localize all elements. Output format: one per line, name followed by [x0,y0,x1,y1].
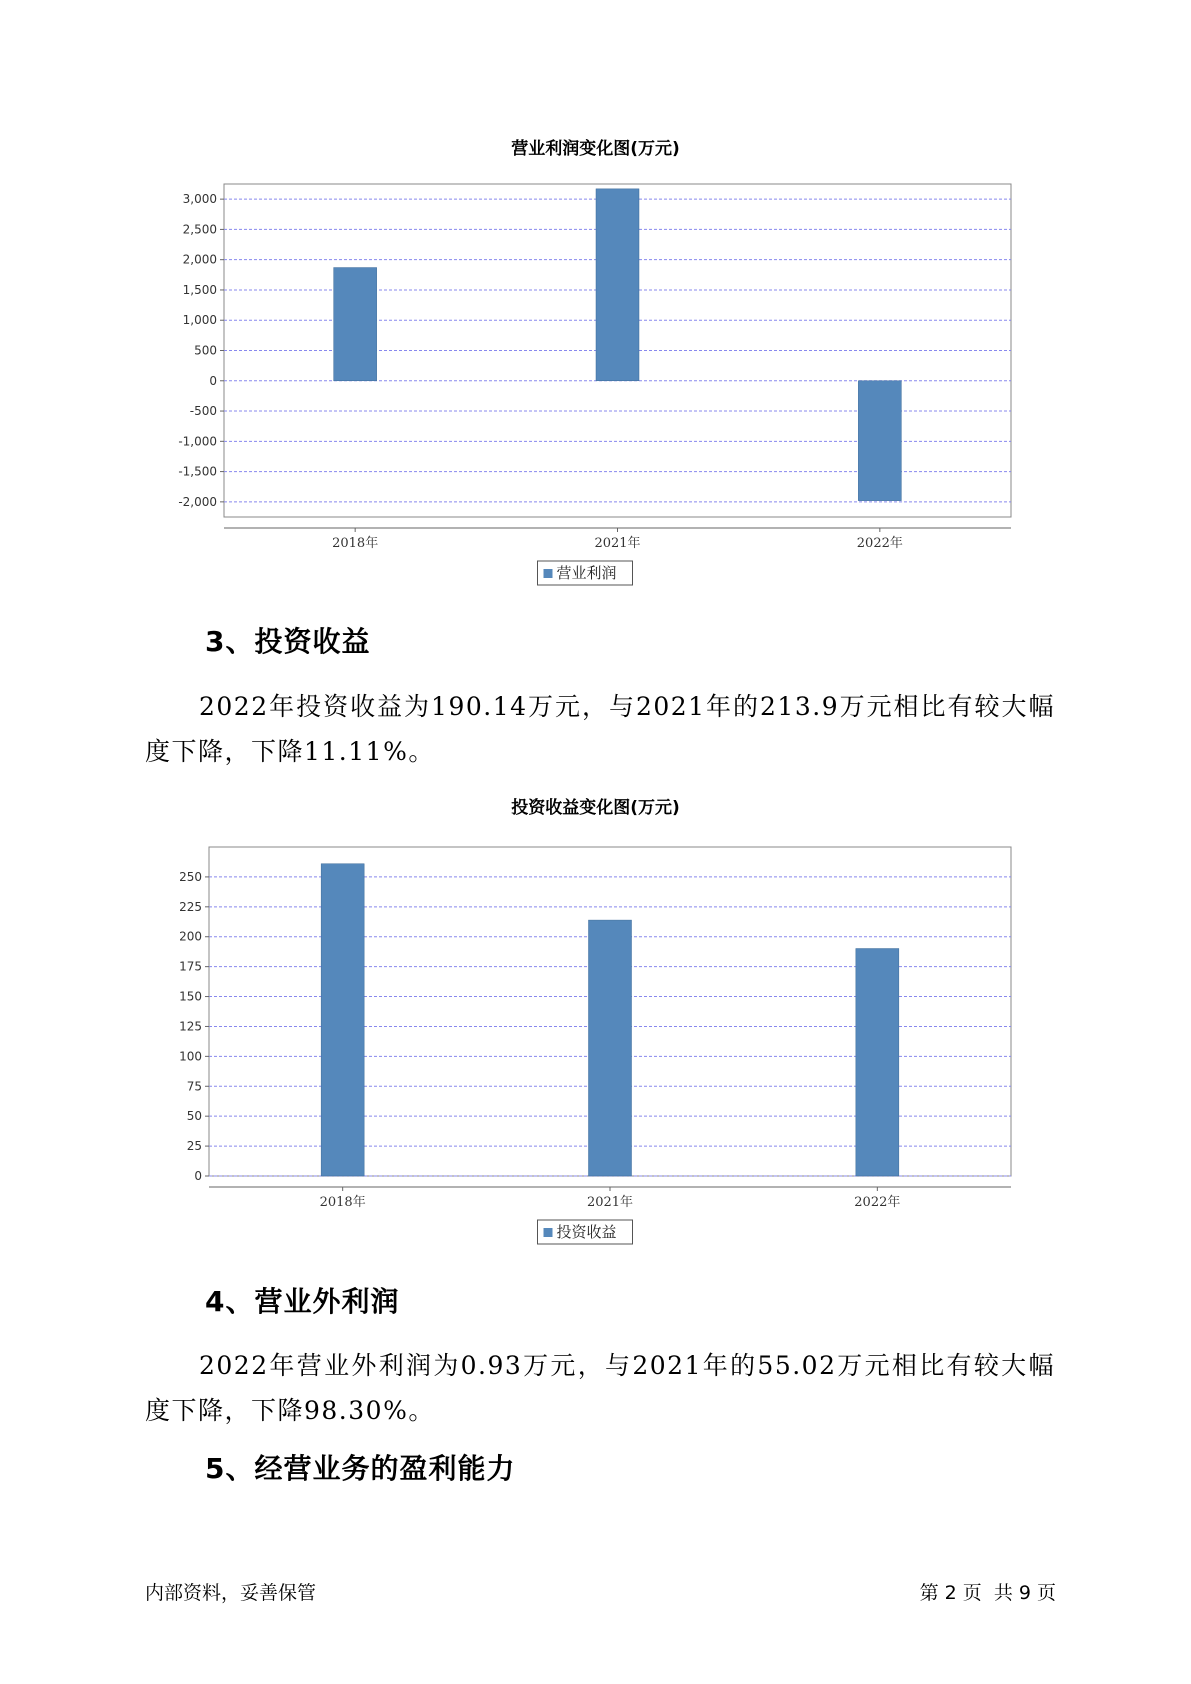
section-heading-operating-profitability: 5、经营业务的盈利能力 [205,1452,516,1485]
chart-title-investment-income: 投资收益变化图(万元) [511,798,680,818]
paragraph-non-operating-profit: 2022年营业外利润为0.93万元，与2021年的55.02万元相比有较大幅度下降，下降98.30%。 [145,1351,1055,1425]
y-tick-label: 1,500 [182,282,217,297]
section-heading-non-operating-profit: 4、营业外利润 [205,1285,400,1318]
bar [596,189,639,381]
y-tick-label: 3,000 [182,192,217,207]
y-tick-label: 175 [179,959,202,974]
bar [856,949,899,1176]
y-tick-label: 250 [179,869,202,884]
bar [321,864,364,1176]
y-tick-label: 2,000 [182,252,217,267]
y-tick-label: -500 [189,404,217,419]
legend-label: 营业利润 [556,564,617,582]
bar [858,381,901,501]
legend [538,1220,633,1244]
legend-label: 投资收益 [556,1223,617,1241]
x-tick-label: 2018年 [319,1195,366,1210]
y-tick-label: 75 [186,1079,202,1094]
section-heading-investment-income: 3、投资收益 [205,625,371,658]
bar [334,268,377,381]
x-tick-label: 2021年 [594,536,641,551]
y-tick-label: -2,000 [178,494,217,509]
y-tick-label: 0 [194,1169,202,1183]
y-tick-label: 100 [179,1049,202,1064]
footer-page-number: 第 2 页 共 9 页 [919,1582,1056,1604]
legend [538,561,633,585]
y-tick-label: 50 [186,1109,202,1124]
y-tick-label: 500 [194,343,217,358]
x-tick-label: 2022年 [856,536,903,551]
footer-confidential-note: 内部资料，妥善保管 [145,1582,317,1604]
legend-swatch [544,1228,553,1237]
y-tick-label: 0 [209,373,217,388]
y-tick-label: 1,000 [182,313,217,328]
y-tick-label: 25 [186,1139,202,1154]
operating-profit-chart [0,160,1191,580]
paragraph-investment-income: 2022年投资收益为190.14万元，与2021年的213.9万元相比有较大幅度下降，下降11.11%。 [145,692,1055,766]
bar [589,920,632,1176]
x-tick-label: 2018年 [332,536,379,551]
investment-income-chart [0,820,1191,1240]
x-tick-label: 2022年 [854,1195,901,1210]
y-tick-label: 225 [179,899,202,914]
y-tick-label: 2,500 [182,222,217,237]
y-tick-label: 150 [179,989,202,1004]
chart-title-operating-profit: 营业利润变化图(万元) [511,139,680,159]
y-tick-label: 200 [179,929,202,944]
legend-swatch [544,569,553,578]
x-tick-label: 2021年 [586,1195,634,1210]
y-tick-label: 125 [179,1019,202,1034]
y-tick-label: -1,000 [178,434,217,449]
y-tick-label: -1,500 [178,464,217,479]
